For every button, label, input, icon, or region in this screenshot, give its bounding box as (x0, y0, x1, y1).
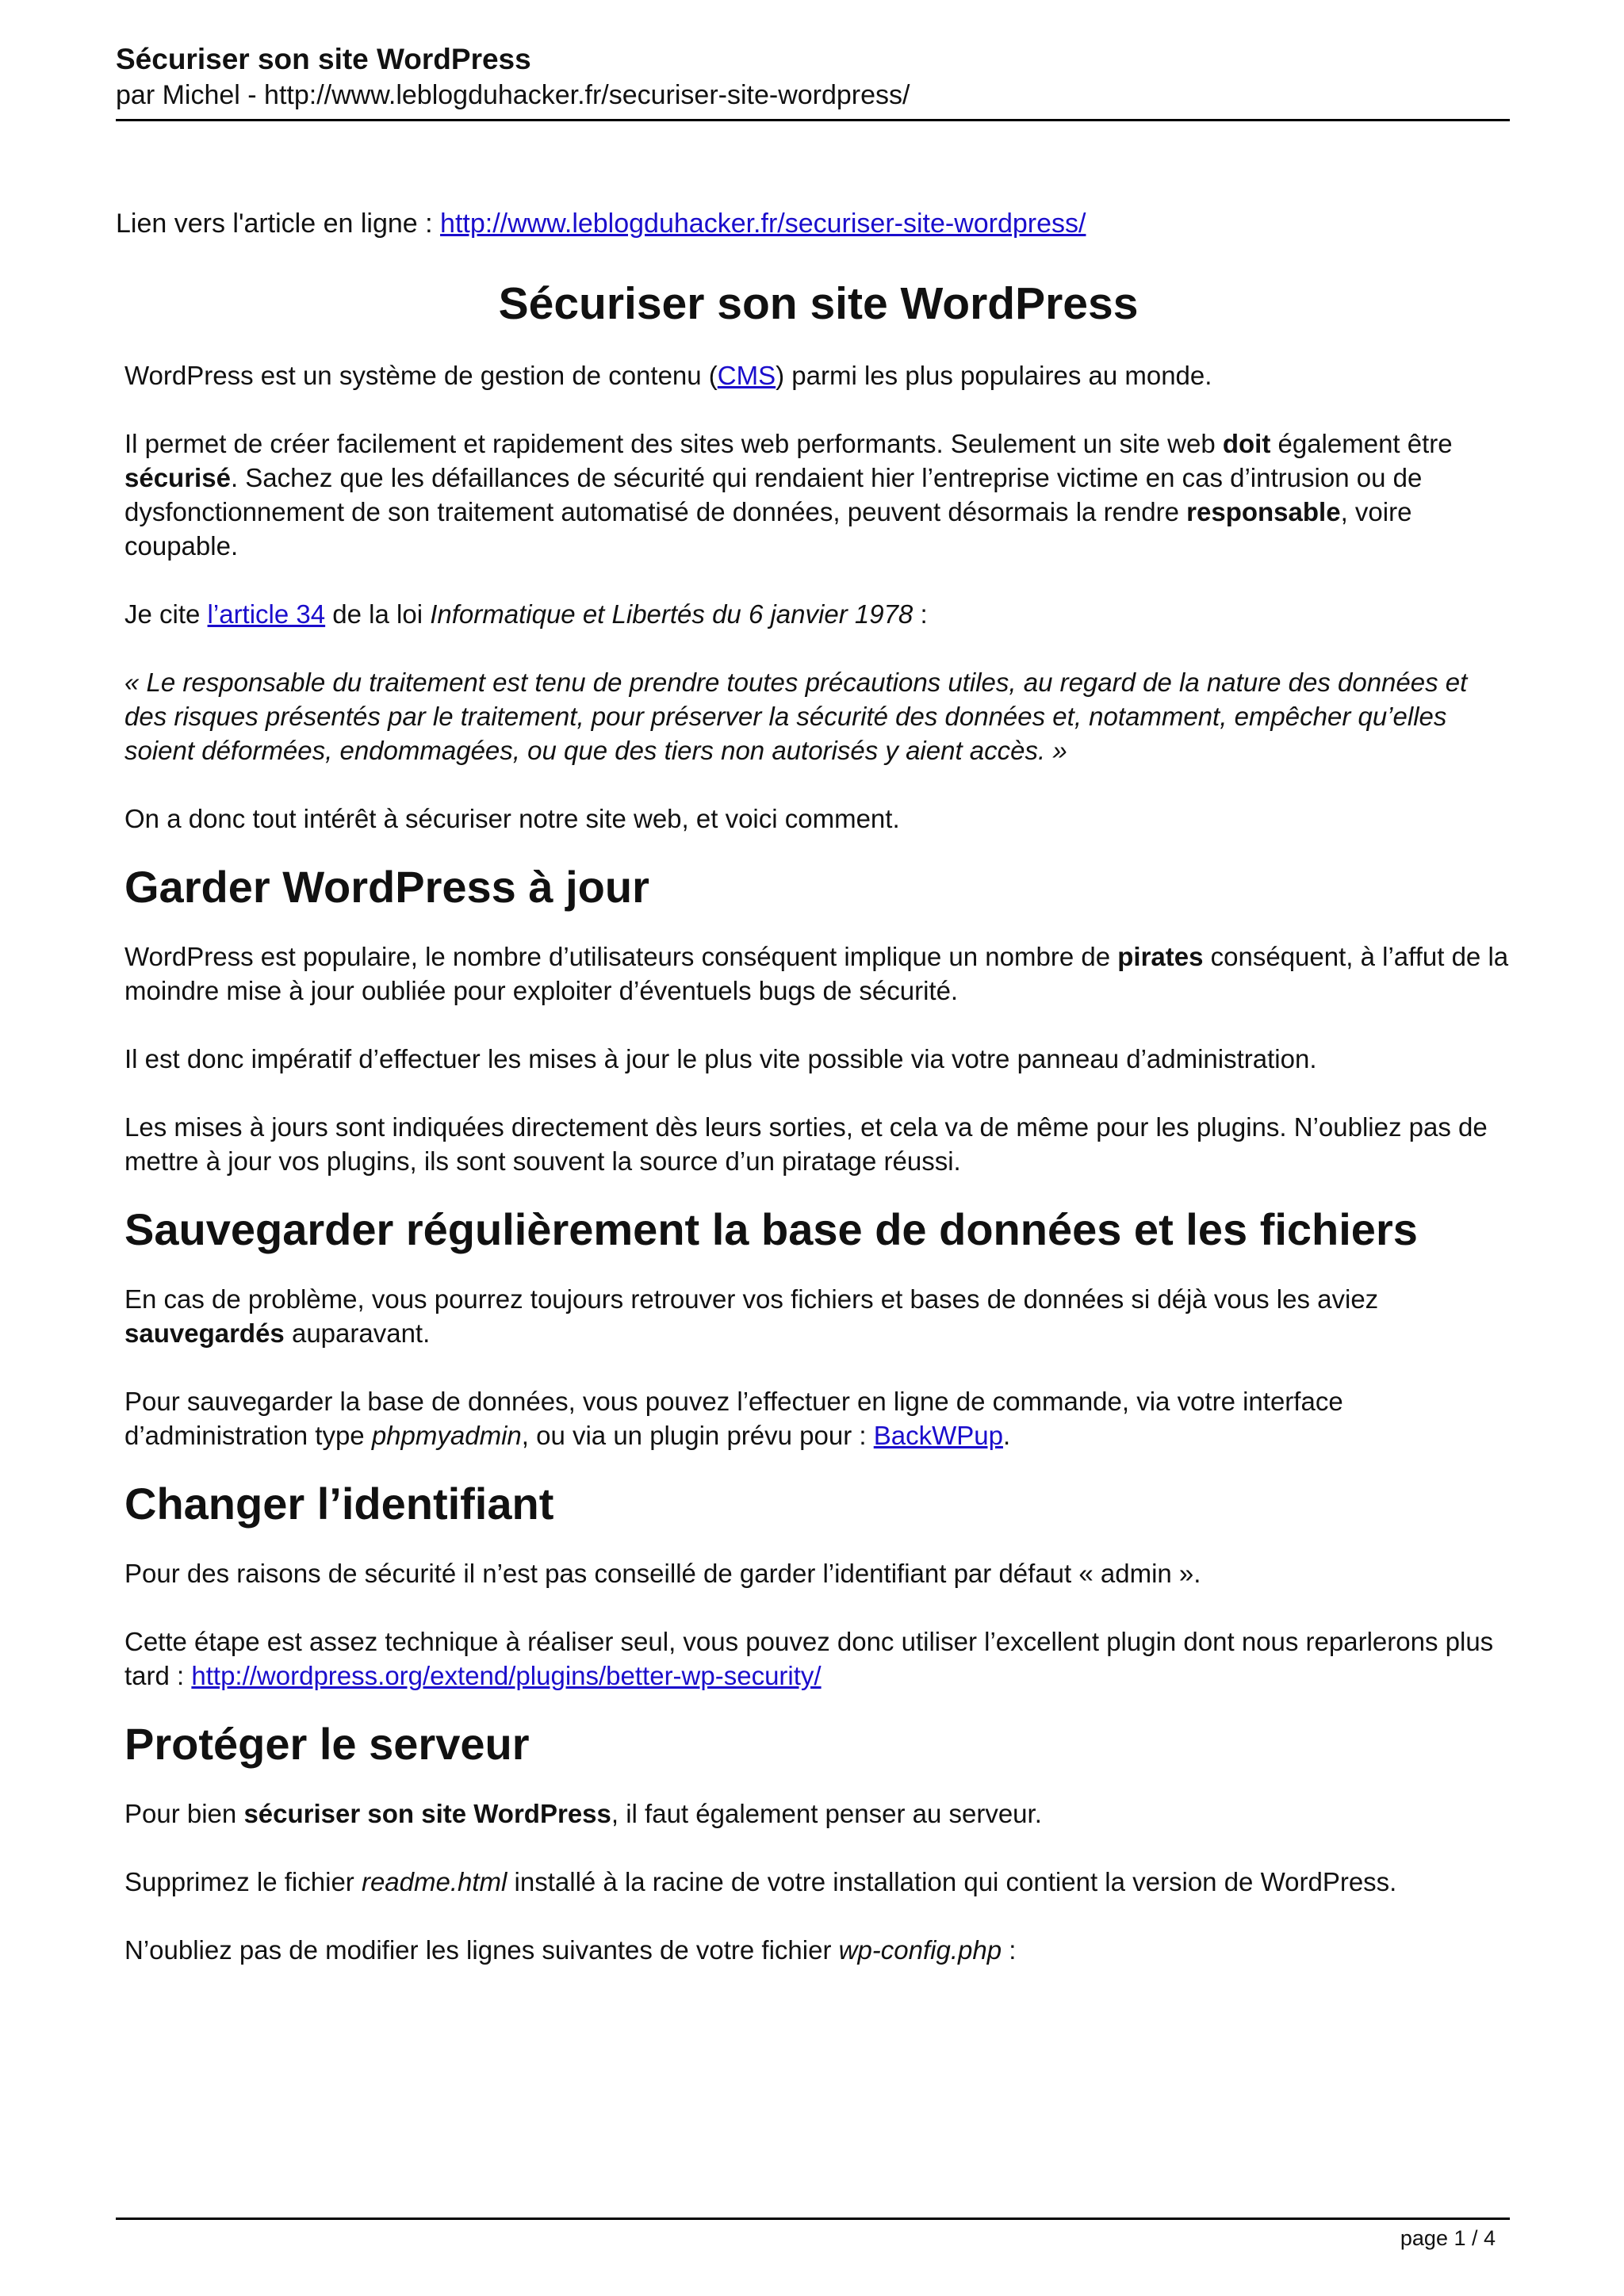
text-run: , voire coupable. (124, 497, 1412, 561)
page-footer (116, 2218, 1510, 2250)
article-content (124, 270, 1512, 2001)
header-byline: par Michel - http://www.leblogduhacker.fr/securiser-site-wordpress/ (116, 80, 910, 110)
bold-text: sauvegardés (124, 1318, 285, 1348)
text-run: également être (1270, 429, 1453, 458)
text-run: auparavant. (284, 1318, 431, 1348)
section-server-paragraph-3 (124, 1933, 1512, 1967)
italic-text: Informatique et Libertés du 6 janvier 1978 (430, 599, 914, 629)
section-heading-identifier: Changer l’identifiant (124, 1479, 554, 1529)
text-run: ) parmi les plus populaires au monde. (776, 361, 1212, 390)
intro-paragraph-2 (124, 427, 1512, 563)
section-update-paragraph-2: Il est donc impératif d’effectuer les mises à jour le plus vite possible via votre panneau d’administration. (124, 1044, 1317, 1073)
text-run: Supprimez le fichier (124, 1867, 362, 1896)
text-run: Il permet de créer facilement et rapidement des sites web performants. Seulement un site web (124, 429, 1223, 458)
backwpup-link[interactable]: BackWPup (873, 1421, 1003, 1450)
article-title: Sécuriser son site WordPress (498, 278, 1139, 329)
section-server-paragraph-2 (124, 1865, 1512, 1899)
law-quote (124, 665, 1512, 767)
section-server-paragraph-1 (124, 1797, 1512, 1831)
text-run: Pour bien (124, 1799, 244, 1828)
better-wp-security-link[interactable]: http://wordpress.org/extend/plugins/better-wp-security/ (191, 1661, 822, 1690)
section-heading-server: Protéger le serveur (124, 1719, 530, 1769)
bold-text: sécuriser son site WordPress (243, 1799, 611, 1828)
italic-text: phpmyadmin (371, 1421, 522, 1450)
italic-text: readme.html (361, 1867, 508, 1896)
section-update-paragraph-3: Les mises à jours sont indiquées directement dès leurs sorties, et cela va de même pour les plugins. N’oubliez pas de mettre à jour vos plugins, ils sont souvent la source d’un piratage réussi. (124, 1112, 1488, 1176)
section-heading-backup: Sauvegarder régulièrement la base de données et les fichiers (124, 1204, 1418, 1254)
text-run: : (913, 599, 928, 629)
text-run: Cette étape est assez technique à réaliser seul, vous pouvez donc utiliser l’excellent plugin dont nous reparlerons plus tard : (124, 1627, 1494, 1690)
section-backup-paragraph-2 (124, 1384, 1512, 1452)
section-identifier-paragraph-1: Pour des raisons de sécurité il n’est pas conseillé de garder l’identifiant par défaut « admin ». (124, 1559, 1201, 1588)
quote-text: « Le responsable du traitement est tenu de prendre toutes précautions utiles, au regard de la nature des données et des risques présentés par le traitement, pour préserver la sécurité des données et, notamment, empêcher qu’elles soient déformées, endommagées, ou que des tiers non autorisés y aient accès. » (124, 668, 1468, 765)
online-article-link[interactable]: http://www.leblogduhacker.fr/securiser-site-wordpress/ (440, 209, 1086, 239)
bold-text: doit (1222, 429, 1271, 458)
section-heading-update: Garder WordPress à jour (124, 862, 649, 912)
online-link-label: Lien vers l'article en ligne : (116, 209, 441, 239)
text-run: En cas de problème, vous pourrez toujours retrouver vos fichiers et bases de données si déjà vous les aviez (124, 1284, 1379, 1314)
text-run: Je cite (124, 599, 208, 629)
text-run: . (1002, 1421, 1011, 1450)
bold-text: sécurisé (124, 463, 231, 492)
article-34-link[interactable]: l’article 34 (207, 599, 326, 629)
intro-paragraph-4: On a donc tout intérêt à sécuriser notre site web, et voici comment. (124, 804, 900, 833)
header-title: Sécuriser son site WordPress (116, 43, 531, 75)
bold-text: pirates (1117, 942, 1204, 971)
text-run: WordPress est populaire, le nombre d’utilisateurs conséquent implique un nombre de (124, 942, 1118, 971)
text-run: de la loi (325, 599, 431, 629)
page-number: page 1 / 4 (1400, 2226, 1496, 2250)
text-run: : (1002, 1935, 1017, 1965)
text-run: , il faut également penser au serveur. (611, 1799, 1042, 1828)
text-run: conséquent, à l’affut de la moindre mise à jour oubliée pour exploiter d’éventuels bugs de sécurité. (124, 942, 1509, 1005)
intro-paragraph-3 (124, 597, 1512, 631)
section-backup-paragraph-1 (124, 1282, 1512, 1350)
text-run: . Sachez que les défaillances de sécurité qui rendaient hier l’entreprise victime en cas d’intrusion ou de dysfonctionnement de son traitement automatisé de données, peuvent désormais la rendre (124, 463, 1423, 526)
page-header (116, 41, 1510, 121)
italic-text: wp-config.php (838, 1935, 1002, 1965)
section-update-paragraph-1 (124, 939, 1512, 1008)
text-run: installé à la racine de votre installation qui contient la version de WordPress. (507, 1867, 1397, 1896)
text-run: N’oubliez pas de modifier les lignes suivantes de votre fichier (124, 1935, 839, 1965)
intro-paragraph-1 (124, 358, 1512, 392)
bold-text: responsable (1186, 497, 1341, 526)
text-run: Pour sauvegarder la base de données, vous pouvez l’effectuer en ligne de commande, via votre interface d’administration type (124, 1387, 1343, 1450)
text-run: , ou via un plugin prévu pour : (521, 1421, 874, 1450)
online-article-link-line (116, 206, 1086, 241)
cms-link[interactable]: CMS (717, 361, 776, 390)
text-run: WordPress est un système de gestion de contenu ( (124, 361, 718, 390)
section-identifier-paragraph-2 (124, 1624, 1512, 1693)
